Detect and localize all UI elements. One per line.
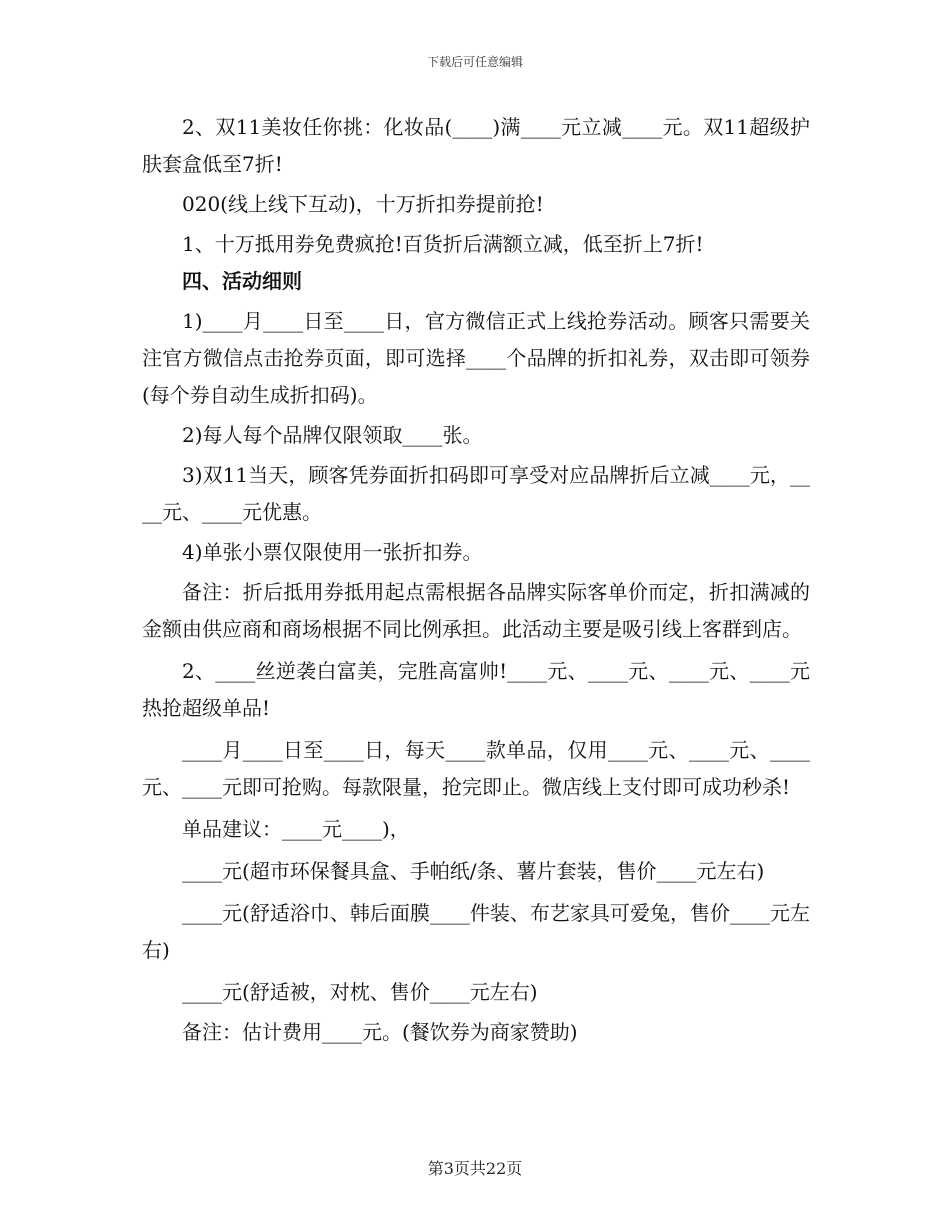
paragraph-product-tier-1: ____元(超市环保餐具盒、手帕纸/条、薯片套装，售价____元左右) [182,859,765,883]
paragraph-flash-sale-detail: ____月____日至____日，每天____款单品，仅用____元、____元、____元、____元即可抢购。每款限量，抢完即止。微店线上支付即可成功秒杀! [142,738,810,799]
paragraph-note-2: 备注：估计费用____元。(餐饮券为商家赞助) [182,1020,578,1044]
document-body [142,109,810,1051]
paragraph-rule-4: 4)单张小票仅限使用一张折扣券。 [182,540,483,564]
paragraph-coupon-rush: 1、十万抵用券免费疯抢!百货折后满额立减，低至折上7折! [182,232,704,256]
page-footer: 第3页共22页 [427,1159,523,1178]
paragraph-o2o: 020(线上线下互动)，十万折扣券提前抢! [182,192,544,216]
paragraph-product-tier-3: ____元(舒适被，对枕、售价____元左右) [182,980,538,1004]
paragraph-rule-2: 2)每人每个品牌仅限领取____张。 [182,423,483,447]
paragraph-flash-sale: 2、____丝逆袭白富美，完胜高富帅!____元、____元、____元、____元热抢超级单品! [142,659,810,720]
paragraph-product-suggestion: 单品建议：____元____)， [182,817,410,841]
paragraph-beauty-offer: 2、双11美妆任你挑：化妆品(____)满____元立减____元。双11超级护肤套盒低至7折! [142,115,810,176]
page-header: 下载后可任意编辑 [426,55,523,69]
paragraph-note-1: 备注：折后抵用券抵用起点需根据各品牌实际客单价而定，折扣满减的金额由供应商和商场根据不同比例承担。此活动主要是吸引线上客群到店。 [142,580,810,641]
paragraph-product-tier-2: ____元(舒适浴巾、韩后面膜____件装、布艺家具可爱兔，售价____元左右) [142,901,810,962]
section-heading-rules: 四、活动细则 [182,269,302,293]
paragraph-rule-1: 1)____月____日至____日，官方微信正式上线抢券活动。顾客只需要关注官方微信点击抢券页面，即可选择____个品牌的折扣礼券，双击即可领券(每个券自动生成折扣码)。 [142,309,810,407]
paragraph-rule-3: 3)双11当天，顾客凭券面折扣码即可享受对应品牌折后立减____元，____元、____元优惠。 [142,463,810,524]
